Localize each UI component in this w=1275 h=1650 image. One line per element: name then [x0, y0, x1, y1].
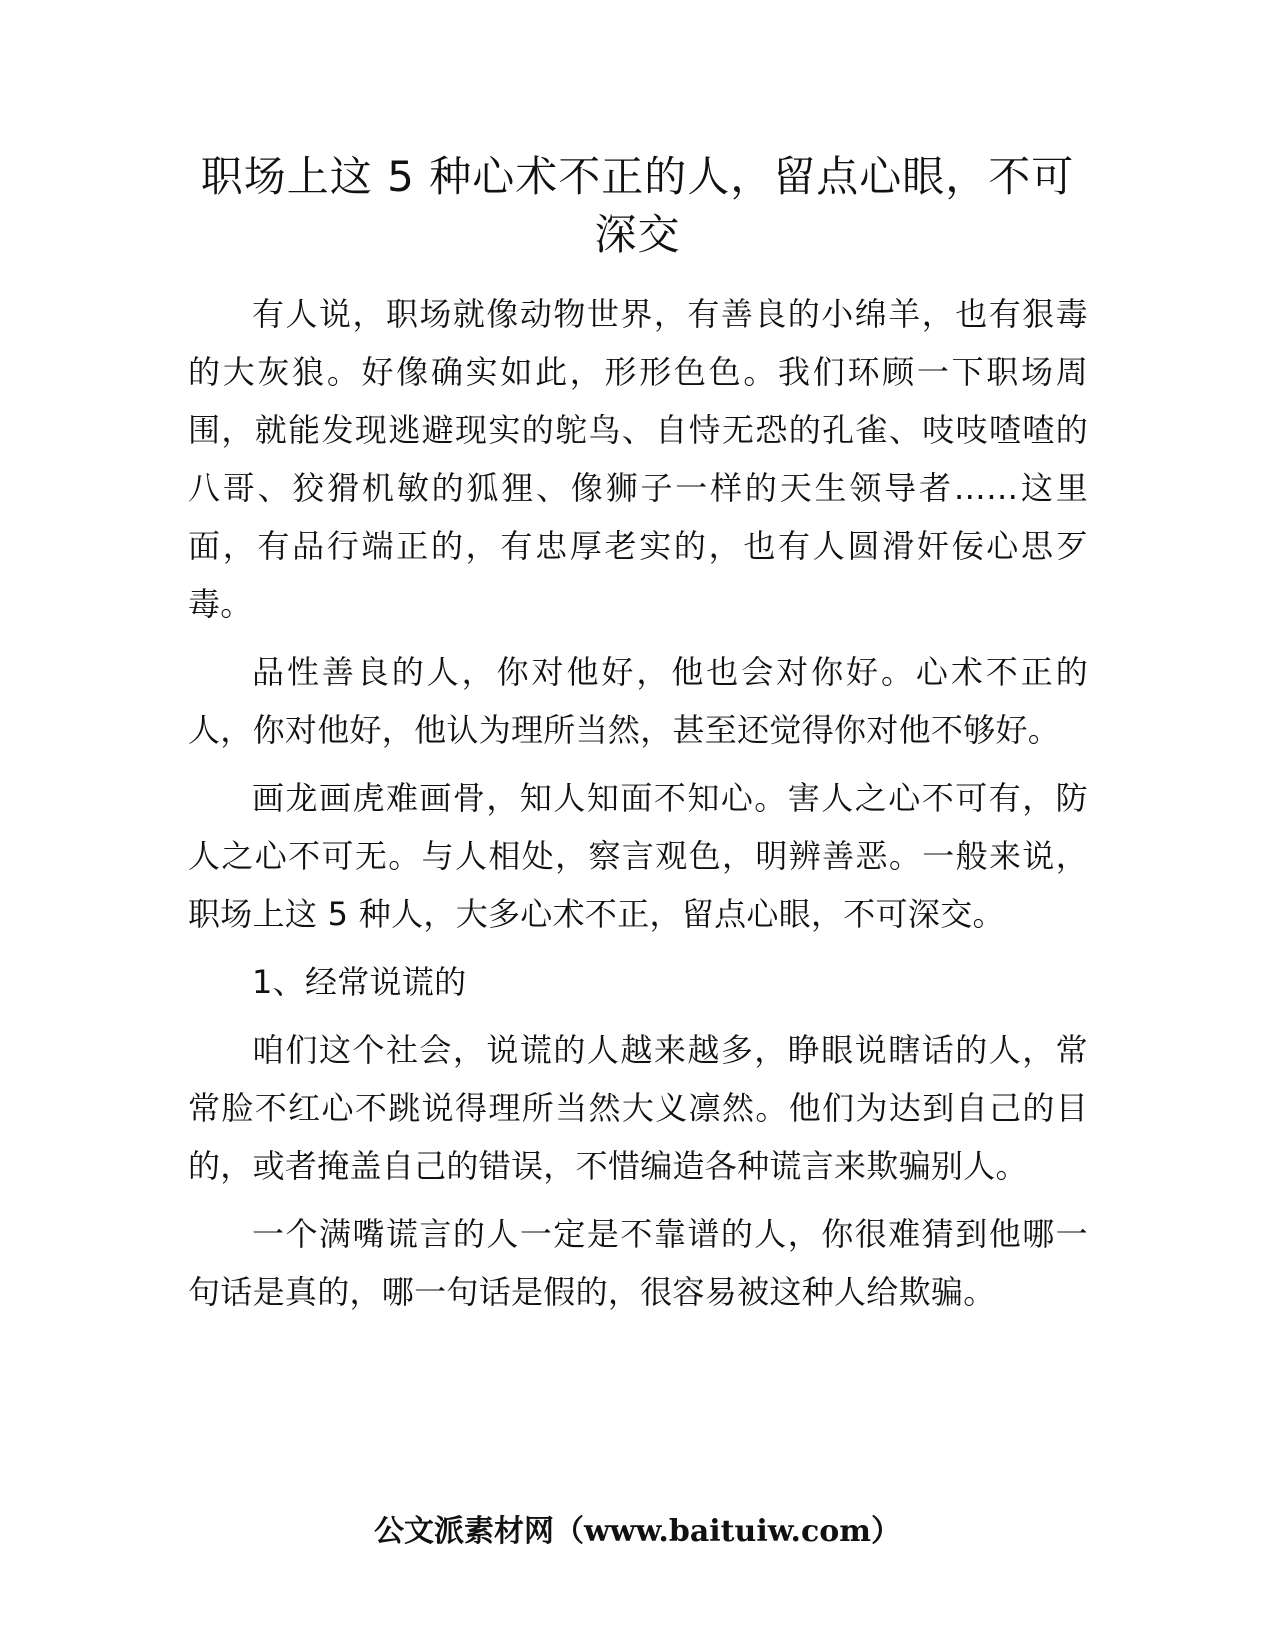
paragraph-kindness: 品性善良的人，你对他好，他也会对你好。心术不正的人，你对他好，他认为理所当然，甚至还觉得你对他不够好。 — [188, 653, 1088, 749]
document-title: 职场上这 5 种心术不正的人，留点心眼，不可深交 — [200, 152, 1075, 259]
document-body — [188, 285, 1088, 1331]
paragraph-lying-unreliable: 一个满嘴谎言的人一定是不靠谱的人，你很难猜到他哪一句话是真的，哪一句话是假的，很容易被这种人给欺骗。 — [188, 1215, 1088, 1311]
footer-source: 公文派素材网（www.baituiw.com） — [373, 1514, 902, 1549]
section-heading-lying: 1、经常说谎的 — [252, 963, 467, 1001]
paragraph-caution: 画龙画虎难画骨，知人知面不知心。害人之心不可有，防人之心不可无。与人相处，察言观色，明辨善恶。一般来说，职场上这 5 种人，大多心术不正，留点心眼，不可深交。 — [188, 779, 1088, 933]
paragraph-intro: 有人说，职场就像动物世界，有善良的小绵羊，也有狠毒的大灰狼。好像确实如此，形形色色。我们环顾一下职场周围，就能发现逃避现实的鸵鸟、自恃无恐的孔雀、吱吱喳喳的八哥、狡猾机敏的狐狸、像狮子一样的天生领导者……这里面，有品行端正的，有忠厚老实的，也有人圆滑奸佞心思歹毒。 — [188, 295, 1088, 623]
paragraph-lying-society: 咱们这个社会，说谎的人越来越多，睁眼说瞎话的人，常常脸不红心不跳说得理所当然大义凛然。他们为达到自己的目的，或者掩盖自己的错误，不惜编造各种谎言来欺骗别人。 — [188, 1031, 1088, 1185]
